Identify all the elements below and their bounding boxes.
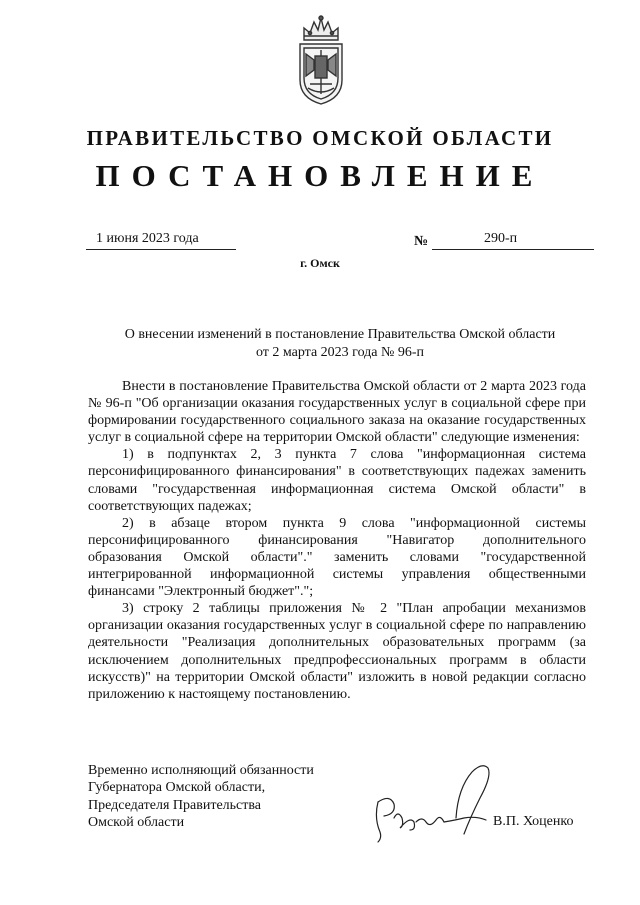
number-underline <box>432 249 594 250</box>
document-number: 290-п <box>484 231 518 246</box>
role-line: Временно исполняющий обязанности <box>88 763 314 778</box>
body-paragraph: 3) строку 2 таблицы приложения № 2 "План апробации механизмов организации оказания государственных услуг в социальной сфере по направлению деятельности "Реализация дополнительных образовательных программ (за исключением дополнительных предпрофессиональных программ в области искусств)" на территории Омской области" изложить в новой редакции согласно приложению к настоящему постановлению. <box>88 601 586 702</box>
signatory-role <box>88 762 314 832</box>
number-sign: № <box>414 234 429 249</box>
document-body <box>88 378 586 703</box>
handwritten-signature-icon <box>360 758 500 848</box>
city: г. Омск <box>300 256 340 270</box>
document-date: 1 июня 2023 года <box>96 231 199 246</box>
role-line: Председателя Правительства <box>88 797 262 813</box>
date-underline <box>86 249 236 250</box>
subject-line: О внесении изменений в постановление Правительства Омской области <box>124 327 556 342</box>
body-paragraph: Внести в постановление Правительства Омской области от 2 марта 2023 года № 96-п "Об организации оказания государственных услуг в социальной сфере при формировании государственного социального заказа на оказание государственных услуг в социальной сфере на территории Омской области" следующие изменения: <box>88 379 586 446</box>
body-paragraph: 1) в подпунктах 2, 3 пункта 7 слова "информационная система персонифицированного финансирования" в соответствующих падежах заменить словами "государственная информационная система Омской области" в соответствующих падежах; <box>88 447 586 514</box>
document-subject <box>86 326 594 362</box>
signatory-name: В.П. Хоценко <box>493 814 574 829</box>
role-line: Омской области <box>88 815 185 831</box>
coat-of-arms-icon <box>296 14 346 106</box>
org-title: ПРАВИТЕЛЬСТВО ОМСКОЙ ОБЛАСТИ <box>86 126 554 150</box>
body-paragraph: 2) в абзаце втором пункта 9 слова "информационной системы персонифицированного финансирования "Навигатор дополнительного образования Омской области"." заменить словами "государственной интегрированной информационной системы управления общественными финансами "Электронный бюджет"."; <box>88 515 586 600</box>
document-type: ПОСТАНОВЛЕНИЕ <box>95 158 545 193</box>
role-line: Губернатора Омской области, <box>88 780 266 796</box>
subject-line: от 2 марта 2023 года № 96-п <box>255 345 425 360</box>
